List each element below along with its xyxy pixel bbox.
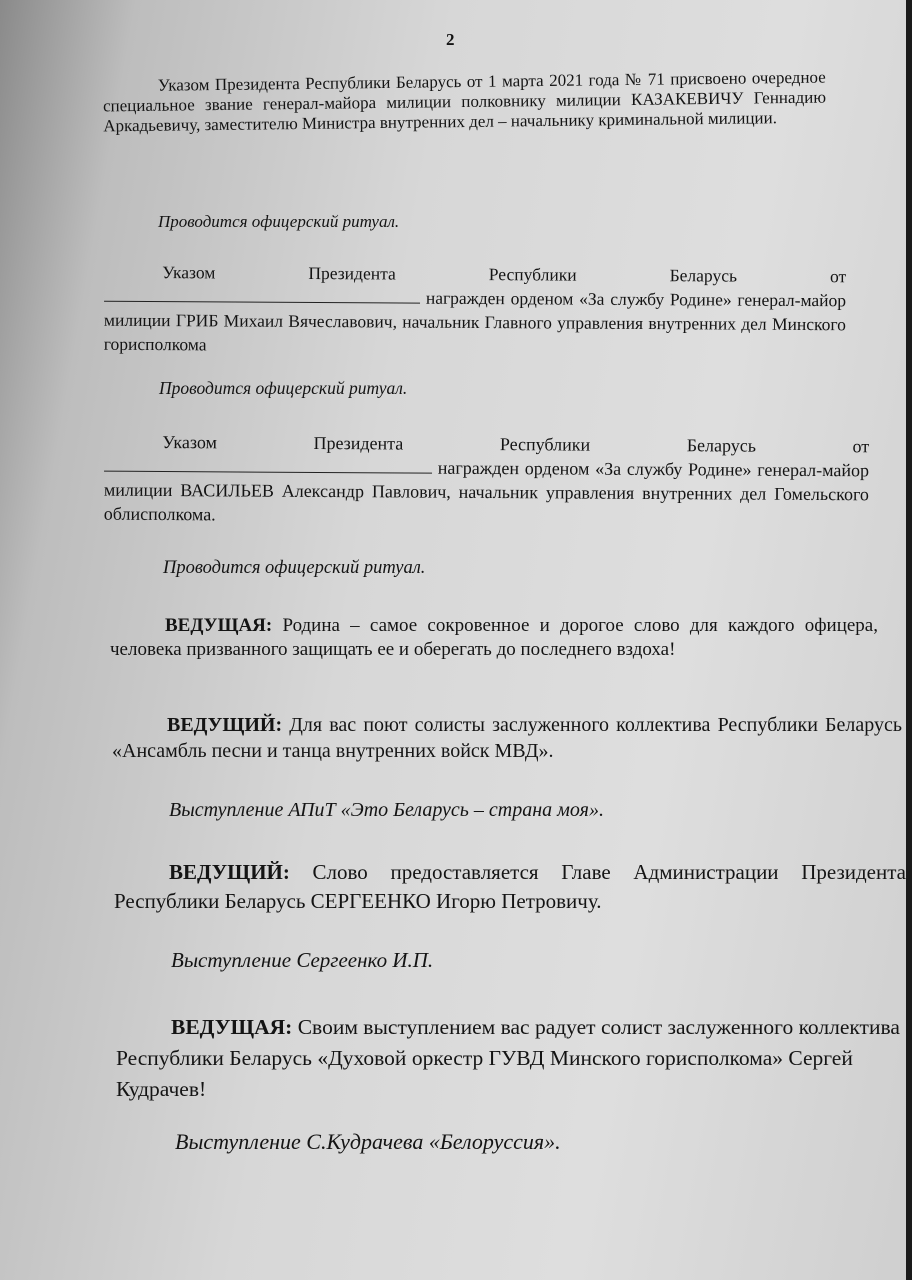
host-remark-3 xyxy=(114,858,906,916)
date-blank-line-2 xyxy=(104,471,432,474)
decree-paragraph-kazakevich: Указом Президента Республики Беларусь от 1 марта 2021 года № 71 присвоено очередное специальное звание генерал-майора милиции полковнику милиции КАЗАКЕВИЧУ Геннадию Аркадьевичу, заместителю Министра внутренних дел – начальнику криминальной милиции. xyxy=(102,67,827,136)
performance-note-3: Выступление С.Кудрачева «Белоруссия». xyxy=(175,1129,561,1154)
speech-text-4-full: Своим выступлением вас радует солист заслуженного коллектива Республики Беларусь «Духовой оркестр ГУВД Минского горисполкома» Сергей Кудрачев! xyxy=(116,1015,900,1101)
page-shadow-edge xyxy=(906,0,912,1280)
performance-note-2: Выступление Сергеенко И.П. xyxy=(171,948,434,972)
date-blank-line-1 xyxy=(104,301,420,304)
ritual-note-3: Проводится офицерский ритуал. xyxy=(163,558,426,578)
host-remark-1 xyxy=(110,614,878,662)
speaker-label-male-2: ВЕДУЩИЙ: xyxy=(169,860,290,884)
decree-grib-rest: награжден орденом «За службу Родине» генерал-майор милиции ГРИБ Михаил Вячеславович, начальник Главного управления внутренних дел Минского горисполкома xyxy=(103,287,847,355)
speaker-label-female-2: ВЕДУЩАЯ: xyxy=(171,1015,293,1039)
ritual-note-2: Проводится офицерский ритуал. xyxy=(159,378,408,398)
speech-text-2: Для вас поют солисты заслуженного коллектива Республики Беларусь «Ансамбль песни и танца внутренних войск МВД». xyxy=(112,714,903,762)
performance-note-1: Выступление АПиТ «Это Беларусь – страна моя». xyxy=(169,799,604,821)
speaker-label-male-1: ВЕДУЩИЙ: xyxy=(167,714,283,736)
decree-grib-prefix: Указом Президента Республики Беларусь от xyxy=(162,262,847,287)
speech-text-3: Слово предоставляется Главе Администрации Президента Республики Беларусь СЕРГЕЕНКО Игорю Петровичу. xyxy=(114,860,907,913)
decree-vasiliev-prefix: Указом Президента Республики Беларусь от xyxy=(162,432,870,457)
decree-paragraph-grib xyxy=(104,260,847,361)
page-number: 2 xyxy=(446,30,455,49)
speech-text-1: Родина – самое сокровенное и дорогое слово для каждого офицера, человека призванного защищать ее и оберегать до последнего вздоха! xyxy=(110,615,878,660)
speaker-label-female-1: ВЕДУЩАЯ: xyxy=(165,615,273,636)
ritual-note-1: Проводится офицерский ритуал. xyxy=(158,212,400,231)
host-remark-2 xyxy=(112,712,902,764)
host-remark-4 xyxy=(116,1012,908,1105)
decree-vasiliev-rest: награжден орденом «За службу Родине» генерал-майор милиции ВАСИЛЬЕВ Александр Павлович, начальник управления внутренних дел Гомельского облисполкома. xyxy=(103,457,870,525)
decree-paragraph-vasiliev xyxy=(104,430,870,531)
